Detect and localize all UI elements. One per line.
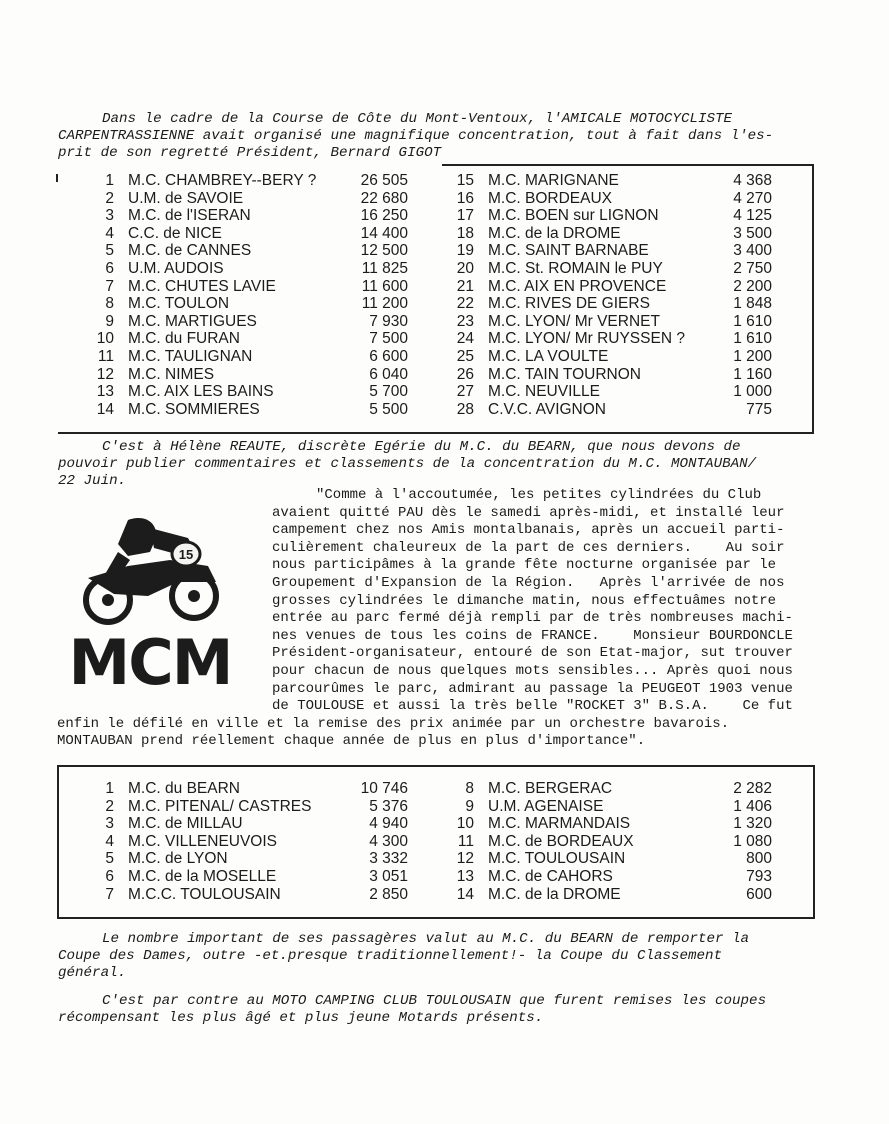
letter-line: enfin le défilé en ville et la remise des prix animée par un orchestre bavarois. [57,715,730,732]
mcm-logo [58,508,244,690]
intro-line: Dans le cadre de la Course de Côte du Mont-Ventoux, l'AMICALE MOTOCYCLISTE [102,111,733,127]
closing-paragraph-2 [58,993,766,1027]
letter-line: grosses cylindrées le dimanche matin, nous effectuâmes notre [272,592,777,609]
letter-line: Groupement d'Expansion de la Région. Après l'arrivée de nos [272,574,785,591]
letter-line: avaient quitté PAU dès le samedi après-midi, et installé leur [272,504,785,521]
closing-line: Coupe des Dames, outre -et.presque traditionnellement!- la Coupe du Classement [58,948,723,964]
credit-line: 22 Juin. [58,473,127,489]
closing-line: récompensant les plus âgé et plus jeune Motards présents. [58,1010,544,1026]
closing-paragraph-1 [58,931,749,982]
letter-line: Président-organisateur, entouré de son Etat-major, sut trouver [272,645,793,662]
intro-paragraph [58,111,773,162]
letter-line: de TOULOUSE et aussi la très belle "ROCKET 3" B.S.A. Ce fut [272,698,793,715]
race-number: 15 [178,547,194,562]
credit-paragraph [58,439,756,490]
letter-line: pour chacun de nous quelques mots sensibles... Après quoi nous [272,662,793,679]
letter-line: nes venues de tous les coins de FRANCE. Monsieur BOURDONCLE [272,627,793,644]
credit-line: C'est à Hélène REAUTE, discrète Egérie du M.C. du BEARN, que nous devons de [102,439,741,455]
closing-line: Le nombre important de ses passagères valut au M.C. du BEARN de remporter la [102,931,750,947]
mcm-letters: MCM [68,626,232,690]
letter-line: campement chez nos Amis montalbanais, après un accueil parti- [272,522,785,539]
closing-line: général. [58,965,127,981]
intro-line: CARPENTRASSIENNE avait organisé une magnifique concentration, tout à fait dans l'es- [58,128,774,144]
letter-line: entrée au parc fermé déjà rempli par de très nombreuses machi- [272,610,793,627]
letter-line: nous participâmes à la grande fête nocturne organisée par le [272,557,777,574]
motorcycle-icon [86,518,216,622]
letter-line: parcourûmes le parc, admirant au passage la PEUGEOT 1903 venue [272,680,793,697]
credit-line: pouvoir publier commentaires et classements de la concentration du M.C. MONTAUBAN/ [58,456,757,472]
closing-line: C'est par contre au MOTO CAMPING CLUB TOULOUSAIN que furent remises les coupes [102,993,767,1009]
letter-line: "Comme à l'accoutumée, les petites cylindrées du Club [316,487,762,503]
intro-line: prit de son regretté Président, Bernard GIGOT [58,145,442,161]
letter-line: MONTAUBAN prend réellement chaque année de plus en plus d'importance". [57,733,646,750]
letter-line: culièrement chaleureux de la part de ces derniers. Au soir [272,539,785,556]
